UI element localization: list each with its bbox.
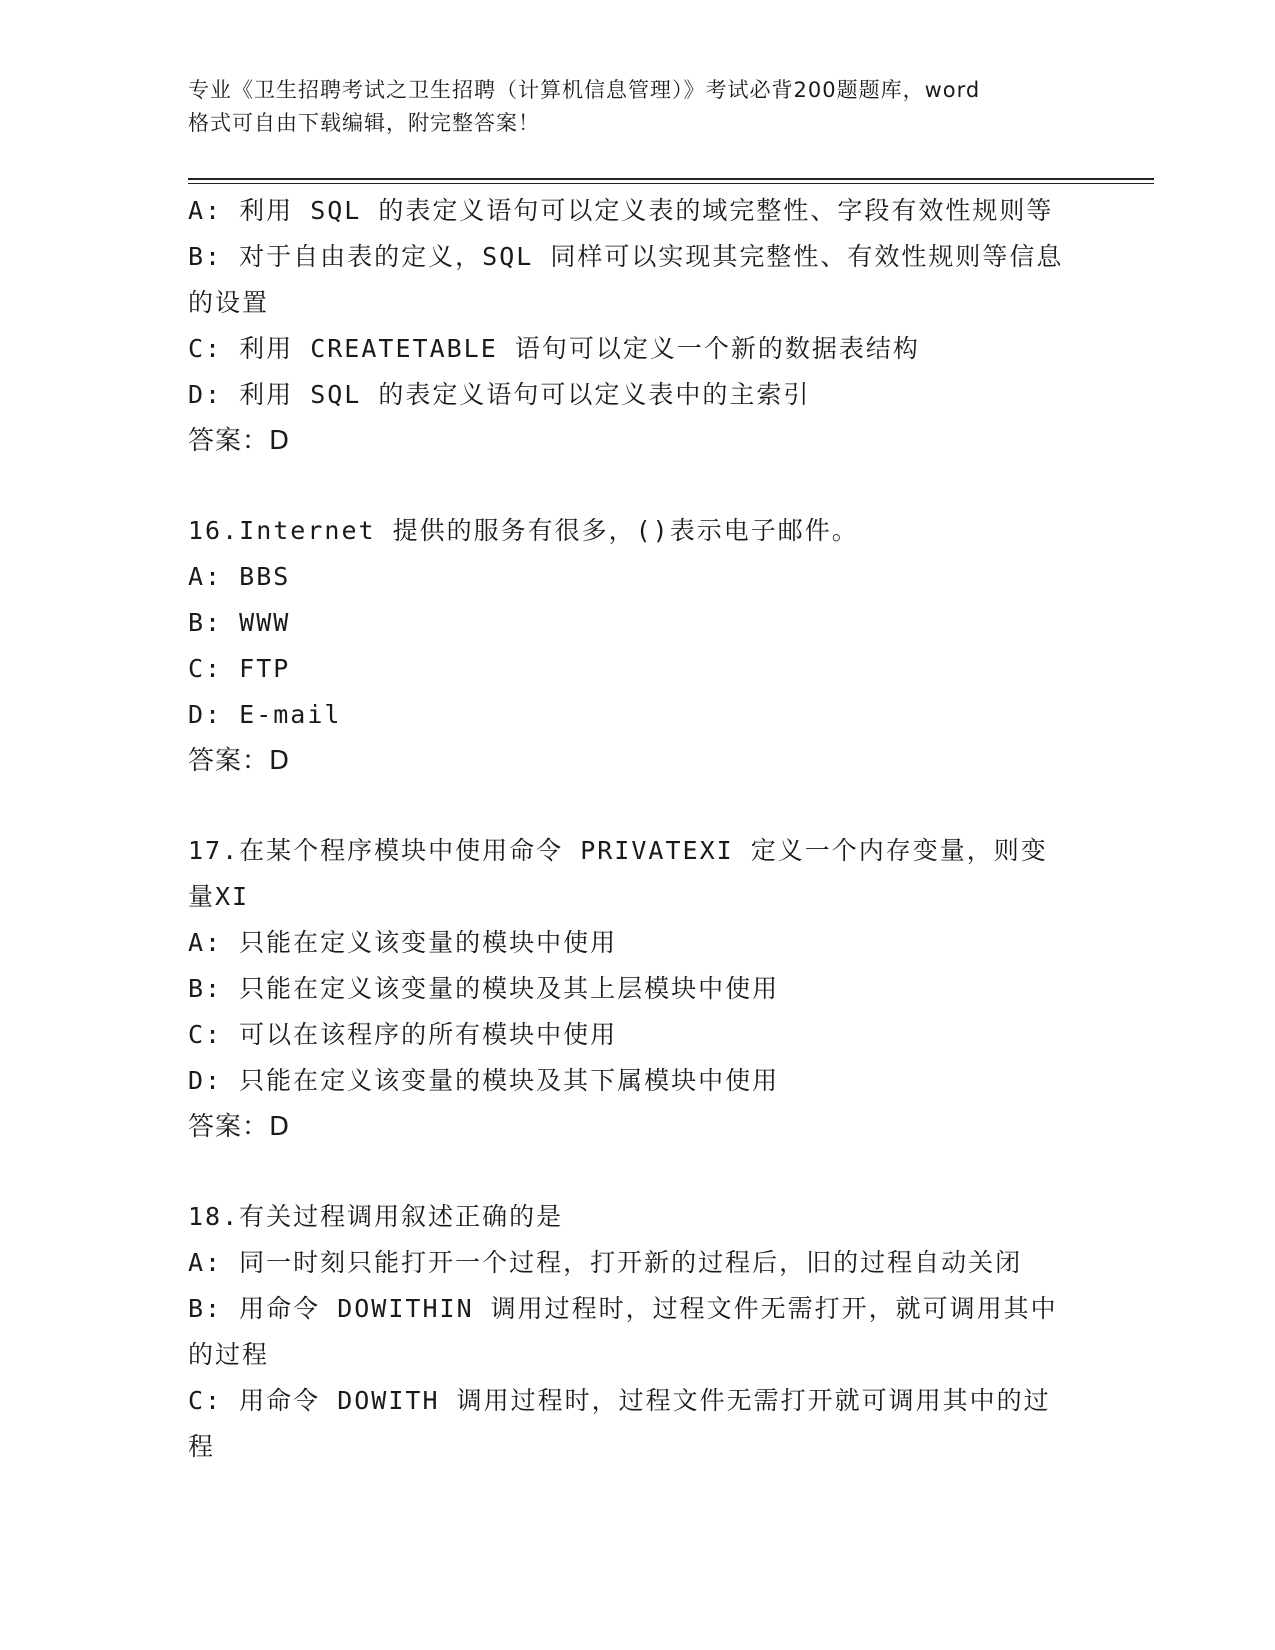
option-c: C: 用命令 DOWITH 调用过程时，过程文件无需打开就可调用其中的过程 [188,1386,1051,1461]
option-b: B: WWW [188,608,291,637]
spacer [188,784,1068,828]
option-a: A: 只能在定义该变量的模块中使用 [188,928,618,957]
option-b: B: 只能在定义该变量的模块及其上层模块中使用 [188,974,780,1003]
spacer [188,464,1068,508]
answer: 答案：D [188,1112,291,1142]
question-17 [188,828,1068,1150]
option-b: B: 用命令 DOWITHIN 调用过程时，过程文件无需打开，就可调用其中的过程 [188,1294,1058,1369]
question-text: 16.Internet 提供的服务有很多，()表示电子邮件。 [188,516,859,545]
option-c: C: 利用 CREATETABLE 语句可以定义一个新的数据表结构 [188,334,920,363]
option-c: C: 可以在该程序的所有模块中使用 [188,1020,618,1049]
document-body [188,188,1068,1470]
question-text: 17.在某个程序模块中使用命令 PRIVATEXI 定义一个内存变量，则变量XI [188,836,1048,911]
option-b: B: 对于自由表的定义，SQL 同样可以实现其完整性、有效性规则等信息的设置 [188,242,1064,317]
answer: 答案：D [188,746,291,776]
header-line-2: 格式可自由下载编辑，附完整答案！ [188,111,540,135]
option-a: A: 同一时刻只能打开一个过程，打开新的过程后，旧的过程自动关闭 [188,1248,1023,1277]
question-18 [188,1194,1068,1470]
option-a: A: 利用 SQL 的表定义语句可以定义表的域完整性、字段有效性规则等 [188,196,1054,225]
option-c: C: FTP [188,654,291,683]
question-15-tail [188,188,1068,464]
answer: 答案：D [188,426,291,456]
option-d: D: 利用 SQL 的表定义语句可以定义表中的主索引 [188,380,811,409]
header-rule-thick [188,178,1154,180]
option-a: A: BBS [188,562,291,591]
header-line-1: 专业《卫生招聘考试之卫生招聘（计算机信息管理）》考试必背200题题库，word [188,78,981,102]
option-d: D: E-mail [188,700,342,729]
spacer [188,1150,1068,1194]
header-rule-thin [188,183,1154,184]
document-header [188,74,1088,140]
question-text: 18.有关过程调用叙述正确的是 [188,1202,564,1231]
question-16 [188,508,1068,784]
option-d: D: 只能在定义该变量的模块及其下属模块中使用 [188,1066,780,1095]
